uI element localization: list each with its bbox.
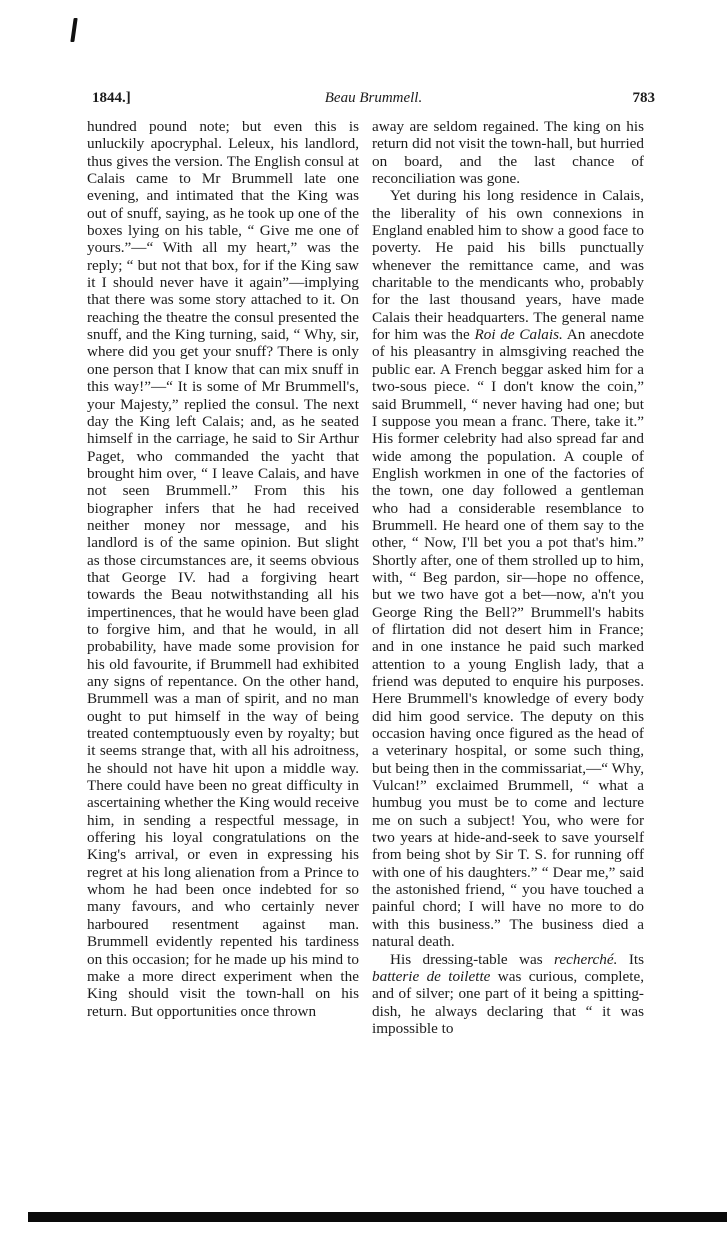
right-paragraph-3 — [372, 951, 644, 1038]
text-span: His dressing-table was — [390, 950, 555, 968]
header-year: 1844.] — [92, 90, 131, 106]
italic-phrase: batterie de toilette — [372, 967, 491, 985]
text-span: An anecdote of his pleasantry in almsgiving reached the public ear. A French beggar asked him for a two-sous piece. “ I don't know the coin,” said Brummell, “ never having had one; but I suppose you mean a franc. There, take it.” His former celebrity had also spread far and wide among the population. A couple of English workmen in one of the factories of the town, one day followed a gentleman who had a considerable resemblance to Brummell. He heard one of them say to the other, “ Now, I'll bet you a pot that's him.” Shortly after, one of them strolled up to him, with, “ Beg pardon, sir—hope no offence, but we two have got a bet—now, a'n't you George Ring the Bell?” Brummell's habits of flirtation did not desert him in France; and in one instance he paid such marked attention to a young English lady, that a friend was deputed to enquire his purposes. Here Brummell's knowledge of every body did him good service. The deputy on this occasion having once figured as the head of a veterinary hospital, or some such thing, but being then in the commissariat,—“ Why, Vulcan!” exclaimed Brummell, “ what a humbug you must be to come and lecture me on such a subject! You, who were for two years at hide-and-seek to save yourself from being shot by Sir T. S. for running off with one of his daughters.” “ Dear me,” said the astonished friend, “ you have touched a painful chord; I will have no more to do with this business.” The business died a natural death. — [372, 326, 645, 951]
text-span: Yet during his long residence in Calais, the liberality of his own connexions in England enabled him to show a good face to poverty. He paid his bills punctually whenever the remittance came, and was charitable to the mendicants who, probably for the last thousand years, have made Calais their headquarters. The general name for him was the — [372, 187, 644, 344]
right-column — [372, 118, 644, 1037]
header-running-title: Beau Brummell. — [324, 90, 423, 106]
text-span: Its — [617, 950, 644, 968]
right-paragraph-1: away are seldom regained. The king on his return did not visit the town-hall, but hurried on board, and the last chance of reconciliation was gone. — [372, 118, 644, 188]
left-column — [87, 118, 359, 1020]
left-paragraph-1: hundred pound note; but even this is unluckily apocryphal. Leleux, his landlord, thus gives the version. The English consul at Calais came to Mr Brummell late one evening, and intimated that the King was out of snuff, saying, as he took up one of the boxes lying on his table, “ Give me one of yours.”—“ With all my heart,” was the reply; “ but not that box, for if the King saw it I should never have it again”—implying that there was some story attached to it. On reaching the theatre the consul presented the snuff, and the King turning, said, “ Why, sir, where did you get your snuff? There is only one person that I know that can mix snuff in this way!”—“ It is some of Mr Brummell's, your Majesty,” replied the consul. The next day the King left Calais; and, as he seated himself in the carriage, he said to Sir Arthur Paget, who commanded the yacht that brought him over, “ I leave Calais, and have not seen Brummell.” From this his biographer infers that he had received neither money nor message, and his landlord is of the same opinion. But slight as those circumstances are, it seems obvious that George IV. had a forgiving heart towards the Beau notwithstanding all his impertinences, that he would have been glad to forgive him, and that he would, in all probability, have made some provision for his old favourite, if Brummell had exhibited any signs of repentance. On the other hand, Brummell was a man of spirit, and no man ought to put himself in the way of being treated contemptuously even by royalty; but it seems strange that, with all his adroitness, he should not have hit upon a middle way. There could have been no great difficulty in ascertaining whether the King would receive him, in sending a respectful message, in offering his loyal congratulations on the King's arrival, or even in expressing his regret at his long alienation from a Prince to whom he had been once indebted for so many favours, and who certainly never harboured resentment against man. Brummell evidently repented his tardiness on this occasion; for he made up his mind to make a more direct experiment when the King should visit the town-hall on his return. But opportunities once thrown — [87, 118, 360, 1020]
page-number: 783 — [632, 90, 655, 106]
right-paragraph-2 — [372, 187, 644, 950]
bottom-rule — [28, 1212, 727, 1222]
italic-phrase: recherché. — [554, 950, 618, 968]
text-span: was curious, complete, and of silver; one part of it being a spitting-dish, he always declaring that “ it was impossible to — [372, 967, 645, 1037]
running-header — [92, 90, 655, 112]
italic-phrase: Roi de Calais. — [474, 326, 563, 344]
ink-mark — [70, 18, 77, 42]
